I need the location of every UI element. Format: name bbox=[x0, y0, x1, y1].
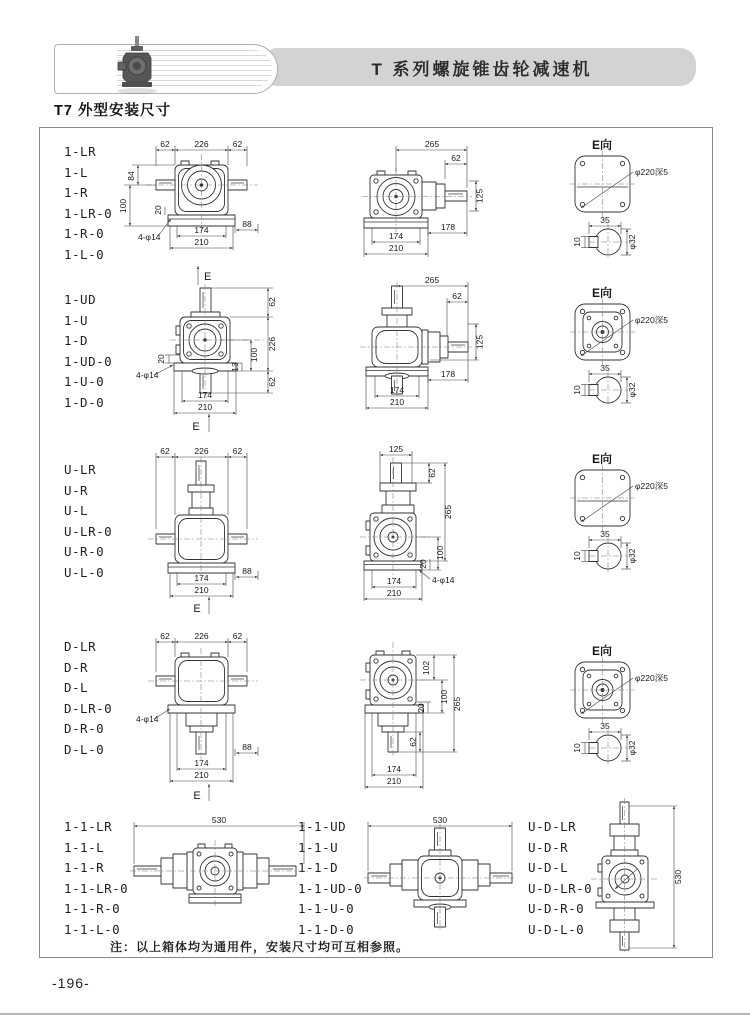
drawing-double-vertical bbox=[577, 798, 710, 954]
dim-label: 174 bbox=[194, 758, 209, 768]
dim-label: 226 bbox=[194, 446, 209, 456]
page-number: -196- bbox=[52, 975, 90, 991]
section-title: T7 外型安装尺寸 bbox=[54, 103, 171, 119]
dim-label: 265 bbox=[424, 275, 440, 285]
model-code: 1-1-L bbox=[64, 839, 105, 855]
dim-label: 174 bbox=[386, 576, 402, 586]
model-list-row3 bbox=[64, 460, 112, 584]
dim-label: 102 bbox=[421, 660, 431, 676]
model-code: 1-R-0 bbox=[64, 226, 105, 242]
dim-label: 10 bbox=[572, 237, 582, 247]
dim-label: 10 bbox=[572, 385, 582, 395]
model-list-row2 bbox=[64, 290, 112, 414]
dim-label: φ220深5 bbox=[635, 167, 668, 177]
dim-label: 174 bbox=[197, 390, 213, 400]
model-code: 1-U bbox=[64, 312, 89, 328]
model-code: 1-D-0 bbox=[64, 394, 105, 410]
front-view-row3 bbox=[118, 443, 336, 617]
dim-label: 13 bbox=[230, 362, 240, 372]
dim-label: 35 bbox=[600, 721, 610, 731]
dim-label: 174 bbox=[194, 573, 209, 583]
model-code: 1-1-D-0 bbox=[298, 921, 355, 937]
model-code: 1-1-D bbox=[298, 860, 339, 876]
view-title: E向 bbox=[591, 138, 613, 152]
bottom-rule bbox=[0, 1013, 750, 1015]
dim-label: 265 bbox=[443, 504, 453, 520]
model-code: 1-1-UD bbox=[298, 819, 347, 834]
flange-outline bbox=[575, 156, 630, 255]
dim-label: 530 bbox=[432, 815, 448, 825]
dim-label: φ32 bbox=[627, 382, 637, 398]
side-view-row1 bbox=[332, 136, 532, 264]
dim-label: 20 bbox=[416, 703, 426, 713]
dim-label: φ220深5 bbox=[635, 673, 668, 683]
dim-label: 174 bbox=[388, 231, 404, 241]
dim-label: 62 bbox=[452, 291, 462, 301]
model-code: U-R bbox=[64, 482, 89, 498]
footnote: 注：以上箱体均为通用件，安装尺寸均可互相参照。 bbox=[110, 940, 410, 954]
drawing-double-horizontal bbox=[126, 812, 312, 917]
gearbox-outline bbox=[156, 461, 247, 573]
dim-label: 174 bbox=[386, 764, 402, 774]
model-code: U-R-0 bbox=[64, 544, 105, 560]
dim-label: 84 bbox=[126, 171, 136, 181]
dim-label: φ220深5 bbox=[635, 315, 668, 325]
model-code: 1-1-U-0 bbox=[298, 901, 355, 917]
dim-label: 88 bbox=[242, 219, 252, 229]
dim-label: 210 bbox=[386, 776, 402, 786]
side-view-row4 bbox=[332, 628, 532, 794]
model-code: U-D-LR bbox=[528, 819, 577, 834]
model-code: U-LR-0 bbox=[64, 523, 113, 539]
dim-label: 174 bbox=[194, 225, 209, 235]
dim-label: 20 bbox=[156, 354, 166, 364]
dim-label: 62 bbox=[232, 139, 243, 149]
model-code: U-D-LR-0 bbox=[528, 880, 593, 896]
dim-label: 125 bbox=[474, 334, 485, 350]
dim-label: 20 bbox=[418, 559, 428, 569]
gearbox-outline bbox=[156, 653, 247, 754]
dim-label: 62 bbox=[160, 446, 170, 456]
dim-label: 4-φ14 bbox=[138, 232, 161, 242]
dim-label: 226 bbox=[194, 631, 209, 641]
dim-label: 265 bbox=[452, 696, 462, 712]
model-code: U-L-0 bbox=[64, 564, 105, 580]
model-code: 1-LR bbox=[64, 144, 97, 159]
side-view-row3 bbox=[332, 443, 532, 605]
dim-label: 210 bbox=[194, 585, 209, 595]
model-code: U-LR bbox=[64, 462, 97, 477]
model-code: 1-L bbox=[64, 164, 89, 180]
dim-label: 10 bbox=[572, 743, 582, 753]
dim-label: 62 bbox=[408, 737, 418, 747]
dim-label: 4-φ14 bbox=[432, 575, 455, 585]
model-code: 1-R bbox=[64, 185, 89, 201]
model-code: 1-1-R-0 bbox=[64, 901, 121, 917]
model-code: U-D-L-0 bbox=[528, 921, 585, 937]
dim-label: 174 bbox=[389, 385, 405, 395]
front-view-row4 bbox=[118, 628, 336, 804]
dim-label: 178 bbox=[440, 369, 456, 379]
view-direction-label: E bbox=[193, 790, 201, 802]
model-code: D-L-0 bbox=[64, 741, 105, 757]
dim-label: 4-φ14 bbox=[136, 714, 159, 724]
gearbox-photo-icon bbox=[110, 36, 166, 96]
dim-label: 210 bbox=[388, 243, 404, 253]
dim-label: 62 bbox=[451, 153, 461, 163]
dim-label: 530 bbox=[673, 869, 683, 885]
gearbox-outline bbox=[364, 171, 467, 228]
model-code: D-LR bbox=[64, 639, 97, 654]
model-code: U-D-L bbox=[528, 860, 569, 876]
view-title: E向 bbox=[591, 644, 613, 658]
dim-label: 88 bbox=[242, 742, 252, 752]
series-title: T 系列螺旋锥齿轮减速机 bbox=[371, 59, 593, 79]
dim-label: 62 bbox=[267, 297, 277, 307]
flange-outline bbox=[575, 304, 630, 403]
model-code: 1-1-UD-0 bbox=[298, 880, 363, 896]
dim-label: 265 bbox=[424, 139, 440, 149]
e-view-row1 bbox=[547, 134, 710, 272]
dim-label: 35 bbox=[600, 215, 610, 225]
dim-label: 20 bbox=[153, 205, 163, 215]
dim-label: 178 bbox=[440, 222, 456, 232]
dim-label: 530 bbox=[211, 815, 227, 825]
header-graphic bbox=[54, 44, 278, 94]
dim-label: 62 bbox=[232, 631, 243, 641]
dim-label: 210 bbox=[194, 770, 209, 780]
model-code: 1-UD bbox=[64, 292, 97, 307]
model-code: 1-LR-0 bbox=[64, 205, 113, 221]
dim-label: 35 bbox=[600, 363, 610, 373]
gearbox-outline bbox=[596, 802, 654, 950]
side-view-row2 bbox=[332, 272, 532, 418]
model-code: D-L bbox=[64, 680, 89, 696]
dim-label: 4-φ14 bbox=[136, 370, 159, 380]
model-code: 1-1-LR bbox=[64, 819, 113, 834]
dim-label: 226 bbox=[194, 139, 209, 149]
model-code: 1-U-0 bbox=[64, 374, 105, 390]
view-title: E向 bbox=[591, 286, 613, 300]
view-direction-label: E bbox=[192, 421, 200, 433]
model-code: U-L bbox=[64, 503, 89, 519]
flange-outline bbox=[575, 662, 630, 761]
front-view-row1 bbox=[118, 136, 336, 288]
dim-label: 62 bbox=[232, 446, 243, 456]
dim-label: 100 bbox=[249, 347, 259, 363]
dim-label: φ32 bbox=[627, 740, 637, 756]
model-code: D-R-0 bbox=[64, 721, 105, 737]
model-code: D-R bbox=[64, 659, 89, 675]
dim-label: φ32 bbox=[627, 234, 637, 250]
view-direction-label: E bbox=[193, 603, 201, 615]
model-code: U-D-R bbox=[528, 839, 569, 855]
dim-label: 35 bbox=[600, 529, 610, 539]
dim-label: 100 bbox=[118, 198, 128, 214]
dim-label: 210 bbox=[197, 402, 213, 412]
model-list-row4 bbox=[64, 637, 112, 761]
dim-label: 125 bbox=[474, 188, 485, 204]
model-code: 1-UD-0 bbox=[64, 353, 113, 369]
dim-label: 226 bbox=[267, 336, 277, 352]
dim-label: φ32 bbox=[627, 548, 637, 564]
model-code: 1-L-0 bbox=[64, 246, 105, 262]
dim-label: 210 bbox=[389, 397, 405, 407]
dim-label: 88 bbox=[242, 566, 252, 576]
model-code: 1-1-L-0 bbox=[64, 921, 121, 937]
model-code: U-D-R-0 bbox=[528, 901, 585, 917]
model-code: 1-1-R bbox=[64, 860, 105, 876]
drawing-four-way bbox=[362, 812, 518, 936]
model-code: 1-1-U bbox=[298, 839, 339, 855]
view-direction-label: E bbox=[204, 271, 212, 283]
dim-label: 100 bbox=[439, 689, 449, 705]
series-title-bar bbox=[268, 48, 696, 86]
model-code: 1-D bbox=[64, 333, 89, 349]
dim-label: 10 bbox=[572, 551, 582, 561]
model-code: D-LR-0 bbox=[64, 700, 113, 716]
front-view-row2 bbox=[118, 272, 336, 436]
dim-label: 62 bbox=[160, 139, 170, 149]
dim-label: 210 bbox=[194, 237, 209, 247]
dim-label: 62 bbox=[160, 631, 170, 641]
flange-outline bbox=[575, 470, 630, 569]
model-code: 1-1-LR-0 bbox=[64, 880, 129, 896]
dim-label: 125 bbox=[388, 444, 404, 454]
dim-label: 62 bbox=[267, 377, 277, 387]
view-title: E向 bbox=[591, 452, 613, 466]
dim-label: 100 bbox=[435, 545, 445, 561]
e-view-row4 bbox=[547, 640, 710, 778]
model-list-bottom-1 bbox=[64, 817, 128, 941]
dim-label: 210 bbox=[386, 588, 402, 598]
e-view-row3 bbox=[547, 448, 710, 586]
dim-label: 62 bbox=[427, 468, 437, 478]
gearbox-outline bbox=[365, 651, 423, 752]
model-list-row1 bbox=[64, 142, 112, 266]
e-view-row2 bbox=[547, 282, 710, 420]
dim-label: φ220深5 bbox=[635, 481, 668, 491]
